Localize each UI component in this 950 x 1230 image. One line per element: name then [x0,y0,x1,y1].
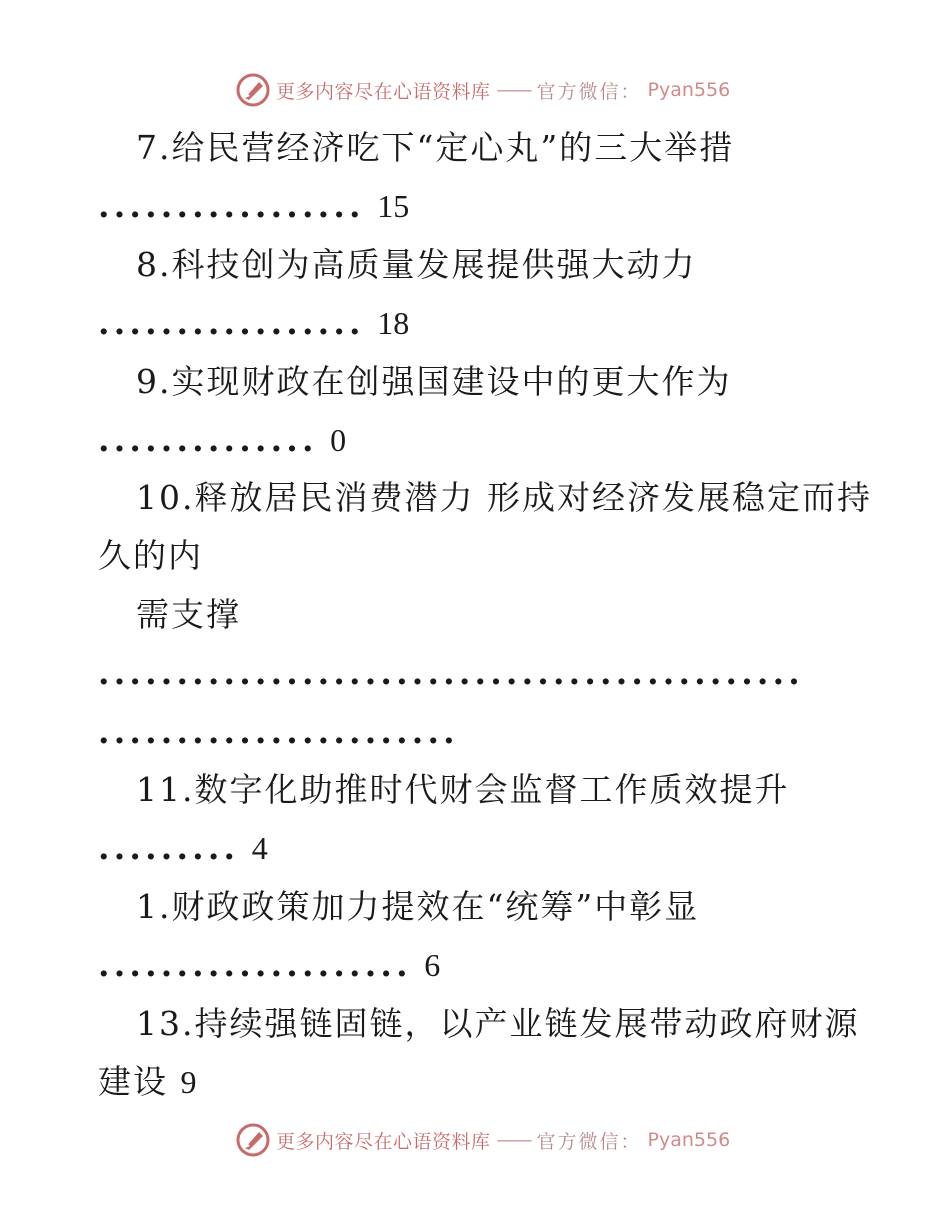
toc-page-number: 18 [377,305,410,341]
toc-entry-title: 11.数字化助推时代财会监督工作质效提升 [136,770,790,809]
toc-page-number: 0 [330,422,347,458]
toc-entry-leader [0,828,950,868]
toc-entry-title-tail: 建设 [98,1062,168,1101]
pen-circle-logo-icon [236,73,270,107]
toc-entry-leader [0,653,950,693]
banner-brand-text: 更多内容尽在心语资料库 [276,80,491,103]
toc-entry-title-continued: 需支撑 [136,595,241,634]
toc-entry-title: 10.释放居民消费潜力 形成对经济发展稳定而持 [136,478,872,517]
toc-dot-leader: ....................... [98,712,459,751]
toc-dot-leader: ................. [98,303,365,342]
pen-circle-logo-icon [236,1123,270,1157]
toc-page-number: 4 [251,830,268,866]
banner-dash: —— [496,1129,531,1151]
toc-entry-leader [0,945,950,985]
banner-brand-text: 更多内容尽在心语资料库 [276,1130,491,1153]
watermark-banner-bottom [236,1122,730,1158]
banner-handle: Pyan556 [647,79,731,101]
toc-entry-title: 7.给民营经济吃下“定心丸”的三大举措 [136,128,735,167]
toc-dot-leader: .................... [98,945,412,984]
toc-entry-title: 8.科技创为高质量发展提供强大动力 [136,245,697,284]
toc-entry-title: 9.实现财政在创强国建设中的更大作为 [136,362,732,401]
toc-page-number: 9 [180,1064,197,1100]
banner-wechat-label: 官方微信： [536,80,642,103]
banner-wechat-label: 官方微信： [536,1130,642,1153]
banner-dash: —— [496,79,531,101]
toc-dot-leader: ............................................. [98,653,804,692]
toc-dot-leader: ................. [98,186,365,225]
watermark-banner-top [236,72,730,108]
toc-entry-leader [0,186,950,226]
toc-entry-leader [0,303,950,343]
toc-page-number: 15 [377,188,410,224]
toc-entry-title: 1.财政政策加力提效在“统筹”中彰显 [136,887,700,926]
toc-entry-title: 13.持续强链固链，以产业链发展带动政府财源 [136,1004,860,1043]
toc-entry-leader [0,420,950,460]
toc-entry-title-continued: 久的内 [98,536,203,575]
toc-dot-leader: .............. [98,420,318,459]
toc-page-number: 6 [424,947,441,983]
banner-handle: Pyan556 [647,1129,731,1151]
toc-entry-leader [0,712,950,752]
toc-entry-title-continued [0,1062,950,1102]
toc-dot-leader: ......... [98,828,240,867]
